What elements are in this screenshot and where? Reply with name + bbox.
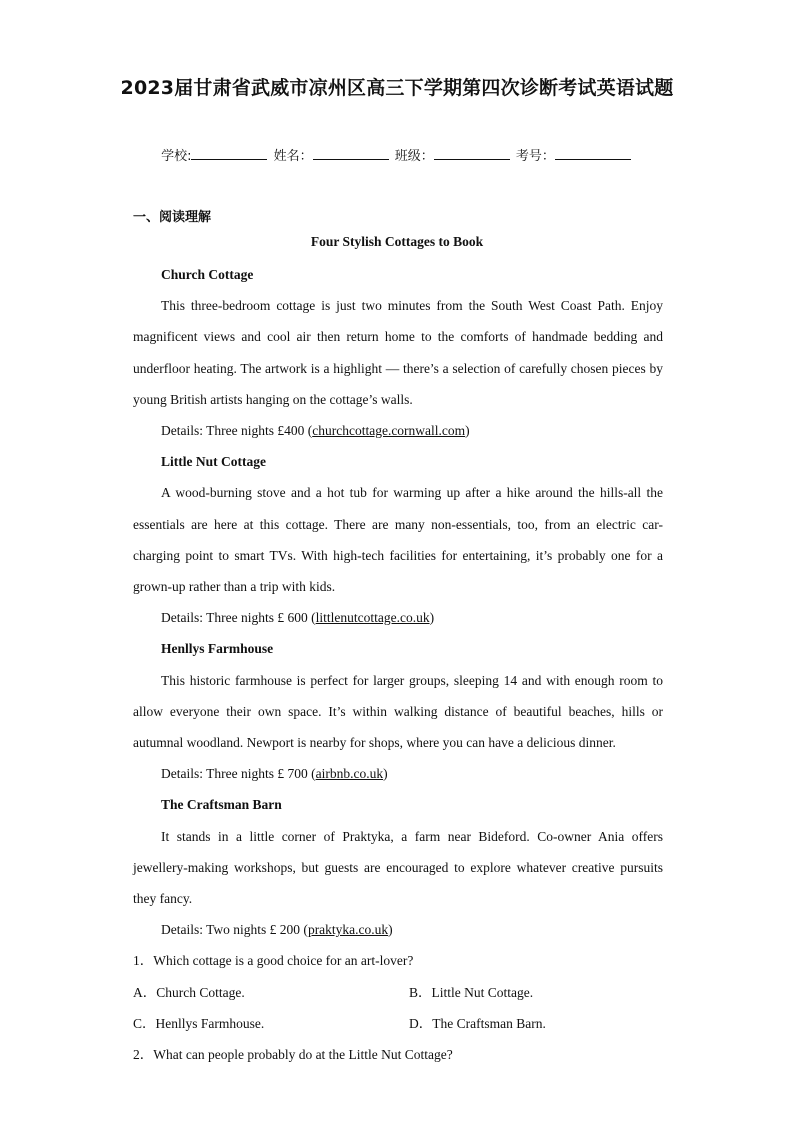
details-text: Details: Three nights £400 ( xyxy=(161,423,313,439)
cottage-link[interactable]: churchcottage.cornwall.com xyxy=(312,423,466,439)
passage-title: Four Stylish Cottages to Book xyxy=(310,234,484,249)
cottage-details xyxy=(133,415,663,446)
class-blank xyxy=(434,147,510,160)
cottage-link[interactable]: praktyka.co.uk xyxy=(307,922,389,938)
cottage-link[interactable]: airbnb.co.uk xyxy=(315,766,384,782)
details-close: ) xyxy=(465,423,470,439)
details-text: Details: Three nights £ 600 ( xyxy=(161,610,316,626)
option-a[interactable]: A．Church Cottage. xyxy=(133,984,245,1000)
cottage-link[interactable]: littlenutcottage.co.uk xyxy=(315,610,430,626)
options-row xyxy=(133,1008,663,1039)
details-close: ) xyxy=(383,766,388,782)
cottage-details xyxy=(133,758,663,789)
cottage-description: It stands in a little corner of Praktyka, a farm near Bideford. Co-owner Ania offers jewellery-making workshops, but guests are encouraged to explore whatever creative pursuits they fancy. xyxy=(133,828,663,907)
name-label: 姓名： xyxy=(273,149,313,164)
section-heading: 一、阅读理解 xyxy=(133,210,212,225)
cottage-name: Henllys Farmhouse xyxy=(161,641,274,657)
details-close: ) xyxy=(388,922,393,938)
options-row xyxy=(133,977,663,1008)
option-c[interactable]: C．Henllys Farmhouse. xyxy=(133,1015,265,1031)
cottage-description: A wood-burning stove and a hot tub for warming up after a hike around the hills-all the essentials are here at this cottage. There are many non-essentials, too, from an electric car-charging point to smart TVs. With high-tech facilities for entertaining, it’s probably one for a grown-up rather than a trip with kids. xyxy=(133,485,663,595)
cottage-details xyxy=(133,914,663,945)
school-blank xyxy=(191,147,267,160)
option-b[interactable]: B．Little Nut Cottage. xyxy=(409,984,534,1000)
option-d[interactable]: D．The Craftsman Barn. xyxy=(409,1015,546,1031)
student-info-line xyxy=(0,145,794,164)
cottage-name: The Craftsman Barn xyxy=(161,797,282,813)
details-text: Details: Two nights £ 200 ( xyxy=(161,922,308,938)
details-close: ) xyxy=(429,610,435,626)
document-title: 2023届甘肃省武威市凉州区高三下学期第四次诊断考试英语试题 xyxy=(120,77,674,99)
class-label: 班级： xyxy=(394,149,434,164)
details-text: Details: Three nights £ 700 ( xyxy=(161,766,316,782)
question-stem: 2．What can people probably do at the Little Nut Cottage? xyxy=(133,1047,453,1063)
school-label: 学校: xyxy=(161,149,192,164)
cottage-description: This historic farmhouse is perfect for larger groups, sleeping 14 and with enough room to allow everyone their own space. It’s within walking distance of beautiful beaches, hills or autumnal woodland. Newport is nearby for shops, where you can have a delicious dinner. xyxy=(133,672,663,751)
cottage-details xyxy=(133,602,663,633)
cottage-description: This three-bedroom cottage is just two minutes from the South West Coast Path. Enjoy magnificent views and cool air then return home to the comforts of handmade bedding and underfloor heating. The artwork is a highlight — there’s a selection of carefully chosen pieces by young British artists hanging on the cottage’s walls. xyxy=(133,298,663,407)
exam-number-blank xyxy=(555,147,631,160)
question-stem: 1．Which cottage is a good choice for an art-lover? xyxy=(133,953,414,969)
passage-body xyxy=(133,259,663,1070)
name-blank xyxy=(313,147,389,160)
exam-number-label: 考号： xyxy=(515,149,555,164)
cottage-name: Little Nut Cottage xyxy=(161,454,266,470)
cottage-name: Church Cottage xyxy=(161,267,254,282)
